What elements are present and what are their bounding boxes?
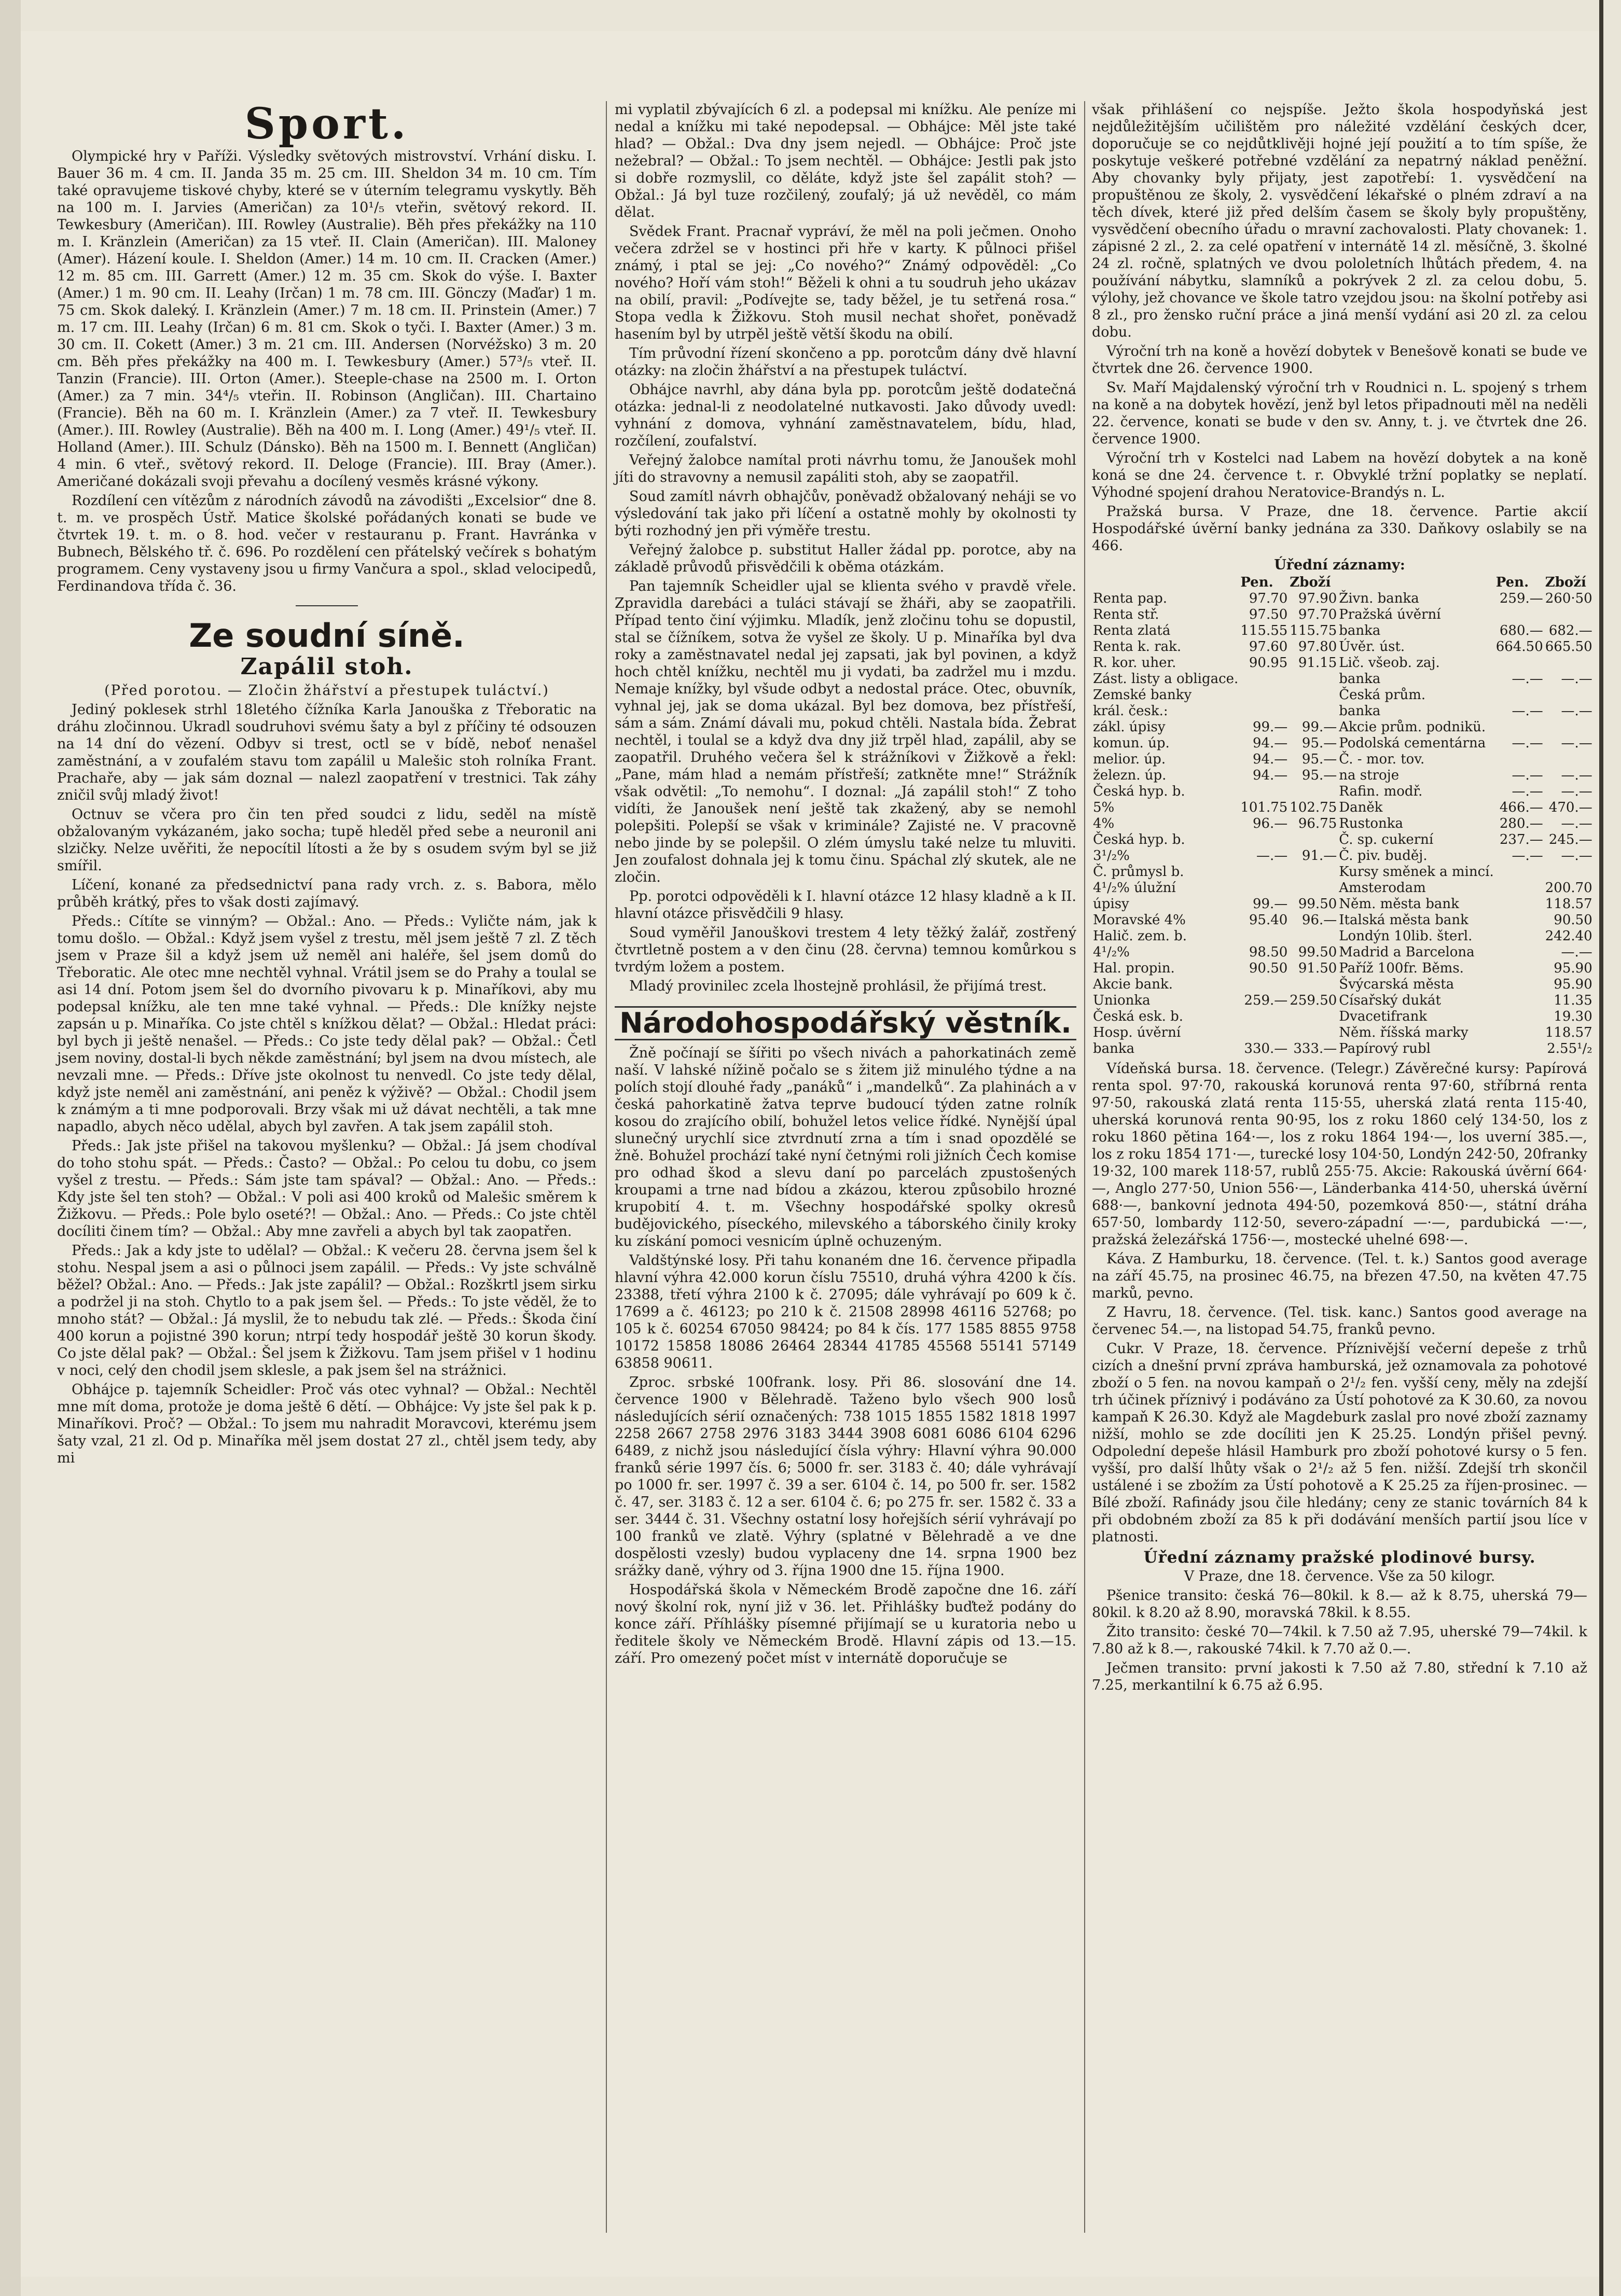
market-table-cell: 94.—	[1252, 752, 1288, 767]
market-table-row	[1092, 623, 1594, 639]
market-table-cell: 242.40	[1545, 928, 1592, 944]
market-table-cell: na stroje	[1339, 768, 1400, 783]
market-table-cell: —.—	[1561, 816, 1592, 831]
market-table-row	[1092, 752, 1594, 768]
article-paragraph: Z Havru, 18. července. (Tel. tisk. kanc.) Santos good average na červenec 54.—, na listopad 54.75, franků pevno.	[1092, 1304, 1587, 1338]
market-table-row	[1092, 896, 1594, 912]
market-table-cell: železn. úp.	[1093, 768, 1167, 783]
market-table-cell	[1239, 928, 1289, 944]
market-table-cell	[1239, 703, 1289, 719]
market-table-cell: 94.—	[1252, 735, 1288, 751]
market-table-cell: 665.50	[1545, 639, 1592, 655]
market-table-row	[1092, 591, 1594, 607]
market-table-cell: Č. - mor. tov.	[1339, 752, 1425, 767]
market-table-cell	[1239, 880, 1289, 896]
market-table-cell	[1289, 687, 1338, 703]
market-table-cell: Pražská úvěrní	[1339, 607, 1441, 622]
market-table-cell: zákl. úpisy	[1093, 719, 1166, 735]
market-table-cell	[1495, 961, 1544, 977]
market-table-row	[1092, 607, 1594, 623]
market-table-cell: 91.—	[1301, 848, 1337, 864]
market-table-cell	[1239, 864, 1289, 880]
market-table-cell	[1289, 977, 1338, 993]
market-table-cell	[1239, 784, 1289, 800]
market-table-cell: Hosp. úvěrní	[1093, 1025, 1181, 1040]
market-table-cell: Císařský dukát	[1339, 993, 1441, 1008]
market-table-cell: Zemské banky	[1093, 687, 1192, 703]
market-table-cell	[1544, 687, 1594, 703]
market-table-cell: 99.—	[1252, 719, 1288, 735]
market-table-cell: 333.—	[1293, 1041, 1337, 1056]
market-table-cell: 259.—	[1499, 591, 1543, 606]
market-table-cell: Madrid a Barcelona	[1339, 944, 1475, 960]
market-table-cell: Papírový rubl	[1339, 1041, 1431, 1056]
article-paragraph: Veřejný žalobce p. substitut Haller žádal pp. porotce, aby na základě průvodů přisvědčili k oběma otázkám.	[615, 542, 1076, 575]
market-table-cell: Něm. říšská marky	[1339, 1025, 1468, 1040]
market-table-row	[1092, 735, 1594, 752]
market-table-cell: —.—	[1512, 784, 1543, 799]
market-table-cell: 680.—	[1499, 623, 1543, 638]
article-paragraph: Mladý provinilec zcela lhostejně prohlásil, že přijímá trest.	[629, 978, 1047, 994]
market-table-cell: komun. úp.	[1093, 735, 1170, 751]
market-table-cell	[1289, 703, 1338, 719]
market-table-cell: 4¹/₂% úlužní	[1093, 880, 1176, 896]
market-table-row	[1092, 832, 1594, 848]
market-table-cell	[1289, 832, 1338, 848]
article-paragraph: Obhájce navrhl, aby dána byla pp. porotcům ještě dodatečná otázka: jednal-li z neodolatelné nutkavosti. Jako důvody uvedl: vyhnání z domova, vyhnání zaměstnavatelem, bídu, hlad, rozčílení, zoufalství.	[615, 382, 1076, 449]
market-table-cell: —.—	[1561, 944, 1592, 960]
market-table-cell: banka	[1339, 671, 1381, 687]
article-lead: (Před porotou. — Zločin žhářství a přestupek tuláctví.)	[104, 683, 549, 699]
market-table-cell: Něm. města bank	[1339, 896, 1459, 912]
article-paragraph: Žně počínají se šířiti po všech nivách a pahorkatinách země naší. V lahské nížině počalo se s žitem již minulého týdne a na polích stojí dlouhé řady „panáků“ i „mandelků“. Za plahinách a v česká pahorkatině žatva teprve budoucí týden zatne rolník kosou do zrajícího obilí, bohužel letos velice řídké. Nynější úpal slunečný urychlí sice ztvrdnutí zrna a tím i snad opozdělé se žně. Bohužel prochází také nyní četnými roli jižních Čech komise pro odhad škod a slevu daní po parcelách zpustošených kroupami a trne nad bídou a zkázou, kterou způsobilo hrozné krupobití 4. t. m. Všechny hospodářské spolky okresů budějovického, píseckého, milevského a táborského činily kroky ku získání pomoci vesnicím úplně ochuzeným.	[615, 1045, 1076, 1249]
market-table-cell	[1495, 864, 1544, 880]
market-table-row	[1092, 703, 1594, 719]
market-table-cell	[1495, 993, 1544, 1009]
market-table-cell	[1289, 1009, 1338, 1025]
article-paragraph: Předs.: Jak jste přišel na takovou myšlenku? — Obžal.: Já jsem chodíval do toho stohu spát. — Předs.: Často? — Obžal.: Po celou tu dobu, co jsem vyšel z trestu. — Předs.: Sám jste tam spával? — Obžal.: Ano. — Předs.: Kdy jste šel ten stoh? — Obžal.: V poli asi 400 kroků od Malešic směrem k Žižkovu. — Předs.: Pole bylo oseté?! — Obžal.: Ano. — Předs.: Co jste chtěl docíliti činem tím? — Obžal.: Aby mne zavřeli a abych byl tak zaopatřen.	[57, 1138, 597, 1240]
market-table-cell: Podolská cementárna	[1339, 735, 1486, 751]
market-table-row	[1092, 864, 1594, 880]
market-table-cell: 2.55¹/₂	[1547, 1041, 1592, 1056]
article-paragraph: Pp. porotci odpověděli k I. hlavní otázce 12 hlasy kladně a k II. hlavní otázce přisvědčili 9 hlasy.	[615, 888, 1076, 922]
column-left	[57, 101, 597, 2243]
article-paragraph: mi vyplatil zbývajících 6 zl. a podepsal mi knížku. Ale peníze mi nedal a knížku mi také nepodepsal. — Obhájce: Měl jste také hlad? — Obžal.: Dva dny jsem nejedl. — Obhájce: Proč jste nežebral? — Obžal.: To jsem nechtěl. — Obhájce: Jestli pak jsto si dobře rozmyslil, co děláte, když jste šel zapálit stoh? — Obžal.: Já byl tuze rozčilený, zoufalý; já už nevěděl, co mám dělat.	[615, 102, 1076, 220]
market-table-cell: 98.50	[1249, 944, 1288, 960]
market-table-cell: Paříž 100fr. Běms.	[1339, 961, 1464, 976]
market-table-cell: Moravské 4%	[1093, 912, 1186, 928]
market-table-cell: 245.—	[1548, 832, 1592, 847]
column-header: Zboží	[1290, 575, 1331, 590]
divider	[296, 605, 358, 606]
market-table-cell: Úvěr. úst.	[1339, 639, 1405, 655]
market-table-row	[1092, 719, 1594, 735]
market-table-cell: Č. průmysl b.	[1093, 864, 1184, 880]
market-table-cell	[1495, 896, 1544, 912]
market-table-row	[1092, 671, 1594, 687]
article-paragraph: Obhájce p. tajemník Scheidler: Proč vás otec vyhnal? — Obžal.: Nechtěl mne mít doma, protože je doma ještě 6 dětí. — Obhájce: Vy jste šel pak k p. Minaříkovi. Proč? — Obžal.: To jsem mu nahradit Moravcovi, kterému jsem šaty vzal, 21 zl. Od p. Minaříka měl jsem dostat 27 zl., chtěl jsem tedy, aby mi	[57, 1382, 597, 1466]
article-paragraph: Předs.: Cítíte se vinným? — Obžal.: Ano. — Předs.: Vyličte nám, jak k tomu došlo. — Obžal.: Když jsem vyšel z trestu, měl jsem ještě 7 zl. Z těch jsem v Praze šil a když jsem už neměl ani haléře, šel jsem domů do Třeboratic. Ale otec mne nechtěl vyhnal. Vrátil jsem se do Prahy a toulal se asi 14 dní. Potom jsem šel do dvorního pivovaru k p. Minaříkovi, aby mu podepsal knížku, ale ten mne také vyhnal. — Předs.: Dle knížky nejste zapsán u p. Minaříka. Co jste chtěl s knížkou dělat? — Obžal.: Hledat práci: byl bych ji ještě nenašel. — Předs.: Co jste tedy dělal pak? — Obžal.: Četl jsem noviny, dostal-li bych někde zaměstnání; byl jsem na dvou místech, ale nevzali mne. — Předs.: Dříve jste okolnost tu nenvedl. Co jste tedy dělal, když jste neměl ani zaměstnání, ani peněz k výživě? — Obžal.: Chodil jsem k známým a ti mne podporovali. Brzy však mi už dávat nechtěli, a tak mne napadlo, abych něco udělal, abych byl zavřen. A tak jsem zapálil stoh.	[57, 913, 597, 1135]
market-table-row	[1092, 1025, 1594, 1041]
market-table-cell: 96.—	[1301, 912, 1337, 928]
market-table-cell: 95.—	[1301, 752, 1337, 767]
section-heading-court: Ze soudní síně.	[189, 617, 465, 655]
grain-exchange-title: Úřední záznamy pražské plodinové bursy.	[1143, 1548, 1536, 1567]
market-table-cell: banka	[1339, 623, 1381, 638]
article-paragraph: Ječmen transito: první jakosti k 7.50 až 7.80, střední k 7.10 až 7.25, merkantilní k 6.75 až 6.95.	[1092, 1660, 1587, 1693]
market-table-cell: 280.—	[1499, 816, 1543, 831]
market-table-cell: 118.57	[1545, 896, 1592, 912]
article-paragraph: Výroční trh v Kostelci nad Labem na hovězí dobytek a na koně koná se dne 24. července t. r. Obvyklé tržní poplatky se neplatí. Výhodné spojení drahou Neratovice-Brandýs n. L.	[1092, 450, 1587, 500]
market-table-cell: Česká esk. b.	[1093, 1009, 1184, 1024]
market-table-cell: 95.90	[1554, 977, 1592, 992]
market-table-cell: úpisy	[1093, 896, 1129, 912]
article-paragraph: však přihlášení co nejspíše. Ježto škola hospodyňská jest nejdůležitějším učilištěm pro náležité vzdělání českých dcer, doporučuje se co nejdůtklivěji hojné její použití a to tím spíše, že poskytuje veškeré potřebné vzdělání za nepatrný náklad peněžní. Aby chovanky byly přijaty, jest zapotřebí: 1. vysvědčení na propuštěnou ze školy, 2. vysvědčení lékařské o plném zdraví a na těch dívek, které již před delším časem se školy byly propuštěny, vysvědčení obecního úřadu o mravní zachovalosti. Platy chovanek: 1. zápisné 2 zl., 2. za celé opatření v internátě 14 zl. měsíčně, 3. školné 24 zl. ročně, splatných ve dvou pololetních lhůtách předem, 4. na používání nábytku, slamníků a pokrývek 2 zl. za celou dobu, 5. výlohy, jež chovance ve škole tatro vzejdou jsou: na školní potřeby asi 8 zl., pro žensko ruční práce a jiná menší vydání asi 20 zl. za celou dobu.	[1092, 102, 1587, 340]
market-table-cell: Živn. banka	[1339, 591, 1419, 606]
article-paragraph: Hospodářská škola v Německém Brodě započne dne 16. září nový školní rok, nyní již v 36. let. Přihlášky buďtež podány do konce září. Příhlášky písemné přijímají se u kuratoria nebo u ředitele školy ve Německém Brodě. Hlavní zápis od 13.—15. září. Pro omezený počet míst v internátě doporučuje se	[615, 1582, 1076, 1666]
market-table-cell: 97.60	[1249, 639, 1288, 655]
market-table-cell: 4¹/₂%	[1093, 944, 1130, 960]
market-table-cell	[1544, 864, 1594, 880]
market-table-cell: 95.90	[1554, 961, 1592, 976]
market-table-cell: 259.—	[1244, 993, 1288, 1008]
market-table-cell: Renta pap.	[1093, 591, 1167, 606]
article-title: Zapálil stoh.	[240, 653, 413, 680]
market-table-cell: 115.75	[1290, 623, 1337, 638]
market-table-cell: Renta stř.	[1093, 607, 1159, 622]
article-paragraph: Výroční trh na koně a hovězí dobytek v Benešově konati se bude ve čtvrtek dne 26. července 1900.	[1092, 343, 1587, 377]
section-heading-economy: Národohospodářský věstník.	[615, 1006, 1076, 1040]
market-table-cell: 97.80	[1298, 639, 1337, 655]
market-table-cell	[1239, 977, 1289, 993]
market-table-row	[1092, 1009, 1594, 1025]
market-table-cell	[1239, 1009, 1289, 1025]
article-paragraph: Líčení, konané za předsednictví pana rady vrch. z. s. Babora, mělo průběh krátký, přes to však dosti zajímavý.	[57, 877, 597, 910]
market-table-cell: Zást. listy a obligace.	[1093, 671, 1239, 687]
market-table-cell	[1495, 944, 1544, 961]
market-table-cell: —.—	[1512, 703, 1543, 719]
market-table-cell: 102.75	[1290, 800, 1337, 815]
article-paragraph: Valdštýnské losy. Při tahu konaném dne 16. července připadla hlavní výhra 42.000 korun číslu 75510, druhá výhra 4200 k čís. 23388, třetí výhra 2100 k č. 27095; dále vyhrávají po 609 k č. 17699 a č. 46123; po 210 k č. 21508 28998 46116 52768; po 105 k č. 60254 67050 98424; po 84 k čís. 177 1585 8855 9758 10172 15858 18086 26464 28344 41785 45568 55141 57149 63858 90611.	[615, 1253, 1076, 1371]
market-table-cell: Česká hyp. b.	[1093, 784, 1185, 799]
market-table-cell	[1289, 880, 1338, 896]
market-table-cell	[1239, 1025, 1289, 1041]
article-paragraph: Pražská bursa. V Praze, dne 18. července. Partie akcií Hospodářské úvěrní banky jednána za 330. Daňkovy oslabily se na 466.	[1092, 504, 1587, 554]
market-table-cell	[1495, 607, 1544, 623]
market-table-cell: 95.—	[1301, 735, 1337, 751]
article-paragraph: Rozdílení cen vítězům z národních závodů na závodišti „Excelsior“ dne 8. t. m. ve prospěch Ústř. Matice školské pořádaných konati se bude ve čtvrtek 19. t. m. o 8. hod. večer v restauranu p. Frant. Havránka v Bubnech, Bělského tř. č. 696. Po rozdělení cen přátelský večírek s bohatým programem. Ceny vystaveny jsou u firmy Vančura a spol., sklad velocipedů, Ferdinandova třída č. 36.	[57, 493, 597, 594]
grain-exchange-lead: V Praze, dne 18. července. Vše za 50 kilogr.	[1184, 1568, 1495, 1584]
market-table-cell	[1495, 880, 1544, 896]
market-table-cell	[1544, 752, 1594, 768]
market-table-cell: Italská města bank	[1339, 912, 1468, 928]
article-paragraph: Octnuv se včera pro čin ten před soudci z lidu, seděl na místě obžalovaným vykázaném, jako socha; tupě hleděl před sebe a neuronil ani slzičky. Nelze uvěřiti, že nepocítil lítosti a že by s osudem svým byl se již smířil.	[57, 806, 597, 874]
market-table-cell: 94.—	[1252, 768, 1288, 783]
market-table-cell	[1239, 671, 1289, 687]
market-table-cell: 101.75	[1240, 800, 1288, 815]
market-table-cell	[1544, 655, 1594, 671]
market-table-cell: 237.—	[1499, 832, 1543, 847]
article-paragraph: Žito transito: české 70—74kil. k 7.50 až 7.95, uherské 79—74kil. k 7.80 až k 8.—, rakouské 74kil. k 7.70 až 0.—.	[1092, 1624, 1587, 1657]
article-paragraph: Cukr. V Praze, 18. července. Příznivější večerní depeše z trhů cizích a dnešní první zpráva hamburská, jež oznamovala za pohotové zboží o 5 fen. na novou kampaň o 2¹/₂ fen. vyšší ceny, měly na zdejší trh účinek příznivý i podáváno za Ústí pohotové za K 30.60, za novou kampaň K 26.30. Když ale Magdeburk zaslal pro nové zboží zaznamy nižší, mohlo se zde docíliti jen K 25.25. Londýn přišel pevný. Odpolední depeše hlásil Hamburk pro zboží pohotové kursy o 5 fen. vyšší, pro další lhůty však o 2¹/₂ až 5 fen. nižší. Zdejší trh skončil ustálené i se zbožím za Ústí pohotově a K 25.25 za říjen-prosinec. — Bílé zboží. Rafinády jsou čile hledány; ceny ze stanic továrních 84 k při obdobném zboží za 85 k při dodávání menších partií jsou líce v platnosti.	[1092, 1341, 1587, 1545]
market-table-cell: 118.57	[1545, 1025, 1592, 1040]
market-table-cell: 19.30	[1554, 1009, 1592, 1024]
market-table-cell: 99.50	[1298, 896, 1337, 912]
market-table-cell: —.—	[1561, 703, 1592, 719]
article-paragraph: Vídeňská bursa. 18. července. (Telegr.) Závěrečné kursy: Papírová renta spol. 97·70, rakouská korunová renta 97·60, stříbrná renta 97·50, rakouská zlatá renta 115·55, uherská zlatá renta 115·40, uherská korunová renta 90·95, los z roku 1860 celý 134·50, los z roku 1860 pětina 164·—, los z roku 1864 194·—, los uverní 385.—, los z roku 1854 171·—, turecké losy 104·50, Londýn 242·50, 20franky 19·32, 100 marek 118·57, rublů 255·75. Akcie: Rakouská úvěrní 664·—, Anglo 277·50, Union 556·—, Länderbanka 414·50, uherská úvěrní 688·—, bankovní jednota 494·50, pozemková 850·—, státní dráha 657·50, lombardy 112·50, severo-západní —·—, pardubická —·—, pražská železářská 1756·—, mostecké uhelné 698·—.	[1092, 1061, 1587, 1248]
market-table-cell: Česká hyp. b.	[1093, 832, 1185, 847]
market-table-cell	[1289, 1025, 1338, 1041]
market-table-cell	[1495, 977, 1544, 993]
market-table-cell: 97.90	[1298, 591, 1337, 606]
market-table-cell: —.—	[1512, 848, 1543, 864]
market-table-row	[1092, 977, 1594, 993]
market-table-cell: 330.—	[1244, 1041, 1288, 1056]
market-table-cell: Rafin. modř.	[1339, 784, 1423, 799]
market-table-cell: —.—	[1561, 735, 1592, 751]
market-table-cell	[1544, 607, 1594, 623]
market-table-cell: 5%	[1093, 800, 1115, 815]
market-table-row	[1092, 768, 1594, 784]
market-table-row	[1092, 1041, 1594, 1057]
market-table-cell	[1289, 928, 1338, 944]
market-table-cell: 96.75	[1298, 816, 1337, 831]
market-table-cell	[1495, 655, 1544, 671]
market-table-row	[1092, 848, 1594, 864]
market-table-cell	[1495, 1041, 1544, 1057]
market-table-cell: 99.50	[1298, 944, 1337, 960]
market-table-cell: banka	[1339, 703, 1381, 719]
market-table-cell: Č. sp. cukerní	[1339, 832, 1434, 847]
article-paragraph: Pan tajemník Scheidler ujal se klienta svého v pravdě vřele. Zpravidla darebáci a tuláci stávají se žháři, aby se zaopatřili. Případ tento činí výjimku. Mladík, jenž zločinu tohu se dopustil, stal se čížníkem, sotva že vyšel ze školy. U p. Minaříka byl dva roky a zaměstnavatel nedal jej zapsati, jak byl povinen, a když hoch chtěl knížku, nechtěl mu ji vydati, ba zadržel mu i mzdu. Nemaje knížky, byl všude odbyt a nedostal práce. Otec, obuvník, vyhnal jej, jak se doma ukázal. Byl bez domova, bez přístřeší, sám a sám. Známí dávali mu, pokud chtěli. Nastala bída. Žebrat nechtěl, i toulal se a když dva dny již trpěl hlad, zapálil, aby se zaopatřil. Druhého večera šel k strážníkovi v Žižkově a řekl: „Pane, mám hlad a nemám přístřeší; zatkněte mne!“ Strážník však odvětil: „To nemohu“. I doznal: „Já zapálil stoh!“ Z toho vidíti, že Janoušek není ještě tak zkažený, aby se nemohl polepšiti. Polepší se však v kriminále? Zajisté ne. V pracovně nebo jinde by se polepšil. O zlém úmyslu také nelze tu mluviti. Jen zoufalost dohnala jej k tomu činu. Spáchal zlý skutek, ale ne zločin.	[615, 578, 1076, 885]
market-table-cell: Rustonka	[1339, 816, 1404, 831]
article-paragraph: Jediný poklesek strhl 18letého čížníka Karla Janouška z Třeboratic na dráhu zločinnou. Ukradl soudruhovi svému šaty a byl z příčiny té odsouzen na 14 dní do vězení. Odbyv si trest, octl se v bídě, neboť nenašel zaměstnání, a v zoufalém stavu tom zapálil u Malešic stoh rolníka Frant. Prachaře, aby — jak sám doznal — nalezl zaopatření v trestnici. Tak záhy zničil svůj mladý život!	[57, 702, 597, 803]
market-table	[1092, 575, 1594, 1057]
column-header: Zboží	[1545, 575, 1586, 590]
market-table-cell	[1495, 928, 1544, 944]
article-paragraph: Pšenice transito: česká 76—80kil. k 8.— až k 8.75, uherská 79—80kil. k 8.20 až 8.90, moravská 78kil. k 8.55.	[1092, 1588, 1587, 1621]
market-table-row	[1092, 687, 1594, 703]
market-table-cell: 97.70	[1249, 591, 1288, 606]
article-paragraph: Veřejný žalobce namítal proti návrhu tomu, že Janoušek mohl jíti do stravovny a nemusil zapáliti stoh, aby se zaopatřil.	[615, 452, 1076, 485]
market-table-cell: 115.55	[1240, 623, 1288, 638]
article-paragraph: Káva. Z Hamburku, 18. července. (Tel. t. k.) Santos good average na září 45.75, na prosinec 46.75, na březen 47.50, na květen 47.75 marků, pevno.	[1092, 1251, 1587, 1301]
market-table-header	[1092, 575, 1594, 591]
market-table-cell: 91.15	[1298, 655, 1337, 671]
market-table-cell: Unionka	[1093, 993, 1151, 1008]
market-table-row	[1092, 912, 1594, 928]
market-table-cell: Halič. zem. b.	[1093, 928, 1187, 944]
market-table-cell: 91.50	[1298, 961, 1337, 976]
market-table-cell: 259.50	[1290, 993, 1337, 1008]
market-table-cell: —.—	[1256, 848, 1288, 864]
market-table-cell: 90.50	[1554, 912, 1592, 928]
market-table-row	[1092, 655, 1594, 671]
market-table-cell	[1495, 687, 1544, 703]
market-table-cell: 96.—	[1252, 816, 1288, 831]
market-table-row	[1092, 961, 1594, 977]
column-divider	[1084, 101, 1085, 2233]
market-table-cell	[1495, 912, 1544, 928]
market-table-row	[1092, 816, 1594, 832]
column-header: Pen.	[1240, 575, 1273, 590]
market-table-cell: 260·50	[1545, 591, 1592, 606]
market-table-cell: Amsterodam	[1339, 880, 1426, 896]
market-table-cell: Č. piv. buděj.	[1339, 848, 1428, 864]
market-table-cell: —.—	[1512, 735, 1543, 751]
market-table-cell: Daněk	[1339, 800, 1383, 815]
market-table-cell: Londýn 10lib. šterl.	[1339, 928, 1473, 944]
market-table-cell: Akcie bank.	[1093, 977, 1173, 992]
page-gutter	[0, 0, 21, 2296]
market-table-cell: melior. úp.	[1093, 752, 1166, 767]
market-table-cell: —.—	[1512, 768, 1543, 783]
market-table-cell: 11.35	[1554, 993, 1592, 1008]
market-table-cell: 4%	[1093, 816, 1115, 831]
article-paragraph: Soud vyměřil Janouškovi trestem 4 lety těžký žalář, zostřený čtvrtletně postem a v den činu (28. června) temnou komůrkou s tvrdým ložem a postem.	[615, 925, 1076, 975]
market-table-cell: Česká prům.	[1339, 687, 1426, 703]
market-table-row	[1092, 993, 1594, 1009]
market-table-cell: —.—	[1561, 784, 1592, 799]
market-table-cell: R. kor. uher.	[1093, 655, 1176, 671]
article-paragraph: Tím průvodní řízení skončeno a pp. porotcům dány dvě hlavní otázky: na zločin žhářství a na přestupek tuláctví.	[615, 345, 1076, 379]
market-table-cell	[1239, 687, 1289, 703]
market-table-cell: 95.40	[1249, 912, 1288, 928]
market-table-cell	[1289, 864, 1338, 880]
article-paragraph: Svědek Frant. Pracnař vypráví, že měl na poli ječmen. Onoho večera zdržel se v hostinci při hře v karty. K půlnoci přišel známý, i ptal se jej: „Co nového?“ Známý odpověděl: „Co nového? Hoří vám stoh!“ Běželi k ohni a tu soudruh jeho ukázav na obilí, pravil: „Podívejte se, tady běžel, je tu setřená rosa.“ Stopa vedla k Žižkovu. Stoh musil nechat shořet, poněvadž hasením byl by utrpěl ještě větší škodu na obilí.	[615, 224, 1076, 342]
market-table-cell: 682.—	[1548, 623, 1592, 638]
market-table-row	[1092, 928, 1594, 944]
market-table-row	[1092, 639, 1594, 655]
market-table-cell: 200.70	[1545, 880, 1592, 896]
market-table-cell: král. česk.:	[1093, 703, 1168, 719]
market-table-cell: 99.—	[1252, 896, 1288, 912]
market-table-cell	[1544, 719, 1594, 735]
market-table-cell: 97.50	[1249, 607, 1288, 622]
market-table-cell: 90.50	[1249, 961, 1288, 976]
page-edge-rule	[1599, 0, 1603, 2296]
market-table-row	[1092, 800, 1594, 816]
column-divider	[606, 101, 607, 2233]
market-table-title: Úřední záznamy:	[1274, 557, 1405, 573]
market-table-cell: 90.95	[1249, 655, 1288, 671]
market-table-cell	[1289, 671, 1338, 687]
section-heading-sport: Sport.	[244, 99, 409, 149]
article-paragraph: Zproc. srbské 100frank. losy. Při 86. slosování dne 14. července 1900 v Bělehradě. Taženo bylo všech 900 losů následujících sérií označených: 738 1015 1855 1582 1818 1997 2258 2667 2758 2976 3183 3444 3908 6081 6086 6104 6296 6489, z nichž jsou následující čísla výhry: Hlavní výhra 90.000 franků série 1997 čís. 6; 5000 fr. ser. 3183 č. 40; dále vyhrávají po 1000 fr. ser. 1997 č. 39 a ser. 6104 č. 14, po 500 fr. ser. 1582 č. 47, ser. 3183 č. 12 a ser. 6104 č. 6; po 275 fr. ser. 1582 č. 33 a ser. 3444 č. 31. Všechny ostatní losy hořejších sérií vyhrávají po 100 franků ve zlatě. Výhry (splatné v Bělehradě a ve dne dospělosti vzesly) budou vyplaceny dne 14. srpna 1900 bez srážky daně, výhry od 3. října 1900 dne 15. října 1900.	[615, 1374, 1076, 1579]
market-table-cell: 95.—	[1301, 768, 1337, 783]
market-table-cell: Kursy směnek a mincí.	[1339, 864, 1494, 880]
market-table-cell: —.—	[1512, 671, 1543, 687]
market-table-cell: Švýcarská města	[1339, 977, 1454, 992]
market-table-cell: 664.50	[1495, 639, 1543, 655]
market-table-cell: Hal. propin.	[1093, 961, 1175, 976]
market-table-cell: Renta zlatá	[1093, 623, 1171, 638]
market-table-cell: 3¹/₂%	[1093, 848, 1130, 864]
market-table-cell	[1289, 784, 1338, 800]
market-table-cell: 99.—	[1301, 719, 1337, 735]
market-table-cell: banka	[1093, 1041, 1135, 1056]
market-table-cell	[1495, 719, 1544, 735]
market-table-cell: Lič. všeob. zaj.	[1339, 655, 1440, 671]
market-table-cell: Renta k. rak.	[1093, 639, 1182, 655]
article-paragraph: Předs.: Jak a kdy jste to udělal? — Obžal.: K večeru 28. června jsem šel k stohu. Nespal jsem a asi o půlnoci jsem zapálil. — Předs.: Vy jste schválně běžel? Obžal.: Ano. — Předs.: Jak jste zapálil? — Obžal.: Rozškrtl jsem sirku a podržel ji na stoh. Chytlo to a pak jsem šel. — Předs.: To jste věděl, že to mnoho stát? — Obžal.: Já myslil, že to nebudu tak zlé. — Předs.: Škoda činí 400 korun a pojistné 390 korun; ntrpí tedy hospodář ještě 30 korun škody. Co jste dělal pak? — Obžal.: Šel jsem k Žižkovu. Tam jsem přišel v 1 hodinu v noci, celý den chodil jsem sklesle, a pak jsem šel na strážnici.	[57, 1243, 597, 1379]
market-table-cell	[1495, 1009, 1544, 1025]
market-table-cell: Akcie prům. podnikü.	[1339, 719, 1486, 735]
market-table-row	[1092, 944, 1594, 961]
market-table-cell	[1495, 1025, 1544, 1041]
market-table-cell: —.—	[1561, 768, 1592, 783]
column-middle	[615, 101, 1076, 2243]
column-header: Pen.	[1495, 575, 1529, 590]
article-paragraph: Soud zamítl návrh obhajčův, poněvadž obžalovaný neháji se vo výsledování tak jako při líčení a ostatně mohly by okolnosti ty býti rozhodný jen při výměře trestu.	[615, 489, 1076, 539]
market-table-row	[1092, 880, 1594, 896]
market-table-cell: 466.—	[1499, 800, 1543, 815]
article-paragraph: Sv. Maří Majdalenský výroční trh v Roudnici n. L. spojený s trhem na koně a na dobytek hovězí, jenž byl letos připadnouti měl na neděli 22. července, konati se bude v den sv. Anny, t. j. ve čtvrtek dne 26. července 1900.	[1092, 380, 1587, 447]
market-table-cell	[1239, 832, 1289, 848]
market-table-cell: —.—	[1561, 848, 1592, 864]
market-table-cell: —.—	[1561, 671, 1592, 687]
market-table-cell	[1495, 752, 1544, 768]
market-table-row	[1092, 784, 1594, 800]
market-table-cell: 470.—	[1548, 800, 1592, 815]
article-paragraph: Olympické hry v Paříži. Výsledky světových mistrovství. Vrhání disku. I. Bauer 36 m. 4 cm. II. Janda 35 m. 25 cm. III. Sheldon 34 m. 10 cm. Tím také opravujeme tiskové chyby, které se v úterním telegramu vyskytly. Běh na 100 m. I. Jarvies (Američan) za 10¹/₅ vteřin, světový rekord. II. Tewkesbury (Američan). III. Rowley (Australie). Běh přes překážky na 110 m. I. Kränzlein (Američan) za 15 vteř. II. Clain (Američan). III. Maloney (Amer). Házení koule. I. Sheldon (Amer.) 14 m. 10 cm. II. Cracken (Amer.) 12 m. 85 cm. III. Garrett (Amer.) 12 m. 35 cm. Skok do výše. I. Baxter (Amer.) 1 m. 90 cm. II. Leahy (Irčan) 1 m. 78 cm. III. Gönczy (Maďar) 1 m. 75 cm. Skok daleký. I. Kränzlein (Amer.) 7 m. 18 cm. II. Prinstein (Amer.) 7 m. 17 cm. III. Leahy (Irčan) 6 m. 81 cm. Skok o tyči. I. Baxter (Amer.) 3 m. 30 cm. II. Cokett (Amer.) 3 m. 21 cm. III. Andersen (Norvéžsko) 3 m. 20 cm. Běh přes překážky na 400 m. I. Tewkesbury (Amer.) 57³/₅ vteř. II. Tanzin (Francie). III. Orton (Amer.). Steeple-chase na 2500 m. I. Orton (Amer.) za 7 min. 34⁴/₅ vteřin. II. Robinson (Angličan). III. Chartaino (Francie). Běh na 60 m. I. Kränzlein (Amer.) za 7 vteř. II. Tewkesbury (Amer.). III. Rowley (Australie). Běh na 400 m. I. Long (Amer.) 49¹/₅ vteř. II. Holland (Amer.). III. Schulz (Dánsko). Běh na 1500 m. I. Bennett (Angličan) 4 min. 6 vteř., světový rekord. II. Deloge (Francie). III. Bray (Amer.). Američané dokázali svoji převahu a docílený vesměs krásné výkony.	[57, 148, 597, 490]
market-table-cell: 97.70	[1298, 607, 1337, 622]
column-right	[1092, 101, 1592, 2243]
market-table-cell: Dvacetifrank	[1339, 1009, 1428, 1024]
